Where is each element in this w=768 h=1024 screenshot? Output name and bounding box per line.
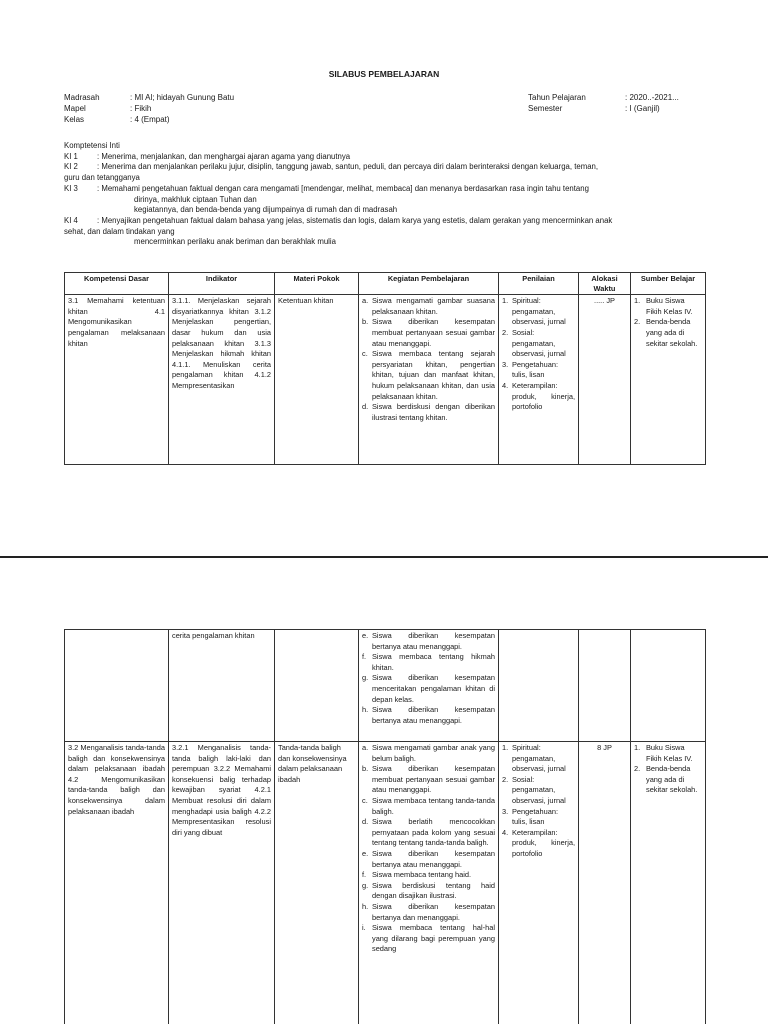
list-item bbox=[502, 743, 575, 775]
list-text: Siswa diberikan kesempatan bertanya atau menanggapi. bbox=[372, 705, 495, 725]
list-item bbox=[362, 317, 495, 349]
cell-sumber bbox=[631, 742, 706, 1024]
list-item bbox=[502, 328, 575, 360]
cell-list bbox=[634, 296, 702, 349]
list-marker: f. bbox=[362, 870, 367, 880]
ki-line bbox=[64, 205, 712, 216]
ki-code bbox=[64, 237, 97, 248]
list-item bbox=[362, 817, 495, 849]
list-text: Sosial: pengamatan, observasi, jurnal bbox=[512, 327, 566, 359]
header-value: : 2020..-2021... bbox=[625, 93, 679, 102]
cell-alokasi: 8 JP bbox=[579, 742, 631, 1024]
header-row bbox=[64, 103, 234, 114]
ki-line bbox=[64, 227, 712, 238]
list-text: Siswa diberikan kesempatan bertanya atau menanggapi. bbox=[372, 631, 495, 651]
list-marker: h. bbox=[362, 705, 369, 715]
header-label: Madrasah bbox=[64, 93, 100, 102]
list-item bbox=[362, 402, 495, 423]
list-marker: 1. bbox=[502, 743, 509, 752]
ki-text: : Menerima, menjalankan, dan menghargai ajaran agama yang dianutnya bbox=[97, 151, 351, 161]
th-penilaian: Penilaian bbox=[499, 273, 579, 295]
list-item bbox=[634, 317, 702, 349]
syllabus-table-2 bbox=[64, 629, 706, 1024]
list-marker: 1. bbox=[502, 296, 509, 306]
list-marker: b. bbox=[362, 317, 369, 327]
ki-text: : Menyajikan pengetahuan faktual dalam bahasa yang jelas, sistematis dan logis, dalam karya yang estetis, dalam gerakan yang mencerminkan anak bbox=[97, 215, 613, 225]
cell-indikator: cerita pengalaman khitan bbox=[169, 630, 275, 742]
list-marker: 2. bbox=[634, 764, 641, 774]
list-text: Siswa membaca tentang hal-hal yang dilarang bagi perempuan yang sedang bbox=[372, 923, 495, 954]
cell-kegiatan bbox=[359, 742, 499, 1024]
table-row bbox=[65, 630, 706, 742]
th-kompetensi-dasar: Kompetensi Dasar bbox=[65, 273, 169, 295]
list-text: Keterampilan: produk, kinerja, portofolio bbox=[512, 380, 575, 412]
document-title: SILABUS PEMBELAJARAN bbox=[328, 69, 440, 79]
table-row bbox=[65, 295, 706, 465]
cell-penilaian bbox=[499, 630, 579, 742]
document-page-2 bbox=[0, 562, 768, 1024]
ki-line bbox=[64, 152, 712, 163]
list-text: Spiritual: pengamatan, observasi, jurnal bbox=[512, 296, 566, 327]
list-marker: 2. bbox=[502, 774, 509, 784]
ki-list bbox=[64, 152, 712, 248]
th-indikator: Indikator bbox=[169, 273, 275, 295]
header-right bbox=[528, 92, 679, 114]
ki-code bbox=[64, 205, 97, 216]
cell-list bbox=[502, 296, 575, 413]
cell-sumber bbox=[631, 295, 706, 465]
cell-penilaian bbox=[499, 742, 579, 1024]
ki-text: mencerminkan perilaku anak beriman dan berakhlak mulia bbox=[134, 237, 336, 247]
list-text: Siswa diberikan kesempatan membuat pertanyaan sesuai gambar atau menanggapi. bbox=[372, 317, 495, 348]
list-item bbox=[502, 296, 575, 328]
list-marker: 4. bbox=[502, 380, 509, 390]
list-item bbox=[362, 923, 495, 955]
list-text: Benda-benda yang ada di sekitar sekolah. bbox=[646, 764, 698, 795]
cell-alokasi bbox=[579, 630, 631, 742]
list-marker: d. bbox=[362, 402, 369, 412]
syllabus-table-1 bbox=[64, 272, 706, 465]
header-label: Kelas bbox=[64, 115, 85, 124]
list-text: Pengetahuan: tulis, lisan bbox=[512, 806, 559, 827]
ki-line bbox=[64, 195, 712, 206]
ki-title: Komptetensi Inti bbox=[64, 141, 120, 150]
list-item bbox=[634, 743, 702, 764]
cell-list bbox=[362, 743, 495, 955]
list-item bbox=[362, 631, 495, 652]
list-text: Siswa diberikan kesempatan menceritakan pengalaman khitan di depan kelas. bbox=[372, 673, 495, 704]
ki-text: : Menerima dan menjalankan perilaku jujur, disiplin, tanggung jawab, santun, peduli, dan percaya diri dalam berinteraksi dengan keluarga, teman, bbox=[97, 162, 599, 172]
list-item bbox=[502, 360, 575, 381]
cell-list bbox=[502, 743, 575, 860]
list-text: Siswa diberikan kesempatan bertanya atau menanggapi. bbox=[372, 848, 495, 869]
list-item bbox=[362, 705, 495, 726]
list-marker: c. bbox=[362, 795, 368, 805]
cell-penilaian bbox=[499, 295, 579, 465]
list-text: Siswa membaca tentang tanda-tanda baligh. bbox=[372, 795, 495, 816]
list-text: Siswa mengamati gambar suasana pelaksanaan khitan. bbox=[372, 296, 495, 316]
cell-indikator: 3.1.1. Menjelaskan sejarah disyariatkannya khitan 3.1.2 Menjelaskan pengertian, dasar hukum dan usia pelaksanaan khitan 3.1.3 Menjelaskan hikmah khitan 4.1.1. Menuliskan cerita pengalaman khitan 4.1.2 Mempresentasikan bbox=[169, 295, 275, 465]
list-text: Siswa berdiskusi tentang haid dengan disajikan ilustrasi. bbox=[372, 880, 495, 901]
table-row bbox=[65, 742, 706, 1024]
cell-alokasi: ..... JP bbox=[579, 295, 631, 465]
cell-kd: 3.1 Memahami ketentuan khitan 4.1 Mengomunikasikan pengalaman melaksanaan khitan bbox=[65, 295, 169, 465]
cell-list bbox=[362, 296, 495, 423]
header-label: Semester bbox=[528, 104, 563, 113]
ki-code: KI 1 bbox=[64, 151, 78, 161]
cell-indikator: 3.2.1 Menganalisis tanda-tanda baligh laki-laki dan perempuan 3.2.2 Memahami konsekuensi balig terhadap kewajiban syariat 4.2.1 Membuat resolusi diri dalam menghadapi usia baligh 4.2.2 Mempresentasikan resolusi diri yang dibuat bbox=[169, 742, 275, 1024]
list-item bbox=[362, 743, 495, 764]
header-value: : I (Ganjil) bbox=[625, 104, 660, 113]
list-text: Siswa membaca tentang haid. bbox=[372, 870, 472, 880]
ki-code: KI 3 bbox=[64, 183, 78, 193]
list-item bbox=[362, 796, 495, 817]
list-marker: d. bbox=[362, 817, 369, 827]
header-left bbox=[64, 92, 234, 125]
cell-kegiatan bbox=[359, 295, 499, 465]
list-marker: e. bbox=[362, 848, 369, 858]
cell-list bbox=[634, 743, 702, 796]
list-item bbox=[502, 807, 575, 828]
list-text: Siswa diberikan kesempatan membuat pertanyaan sesuai gambar atau menanggapi. bbox=[372, 764, 495, 795]
list-marker: i. bbox=[362, 923, 366, 933]
list-text: Keterampilan: produk, kinerja, portofolio bbox=[512, 827, 575, 858]
list-marker: f. bbox=[362, 652, 367, 662]
cell-materi: Ketentuan khitan bbox=[275, 295, 359, 465]
cell-kegiatan bbox=[359, 630, 499, 742]
ki-code bbox=[64, 195, 97, 206]
ki-text: kegiatannya, dan benda-benda yang dijumpainya di rumah dan di madrasah bbox=[134, 205, 398, 215]
list-item bbox=[362, 764, 495, 796]
ki-text: sehat, dan dalam tindakan yang bbox=[64, 226, 175, 236]
list-text: Siswa mengamati gambar anak yang belum baligh. bbox=[372, 743, 495, 763]
list-marker: b. bbox=[362, 764, 369, 774]
list-item bbox=[362, 349, 495, 402]
cell-list bbox=[362, 631, 495, 726]
list-item bbox=[362, 870, 495, 881]
list-text: Siswa membaca tentang hikmah khitan. bbox=[372, 652, 495, 672]
list-text: Spiritual: pengamatan, observasi, jurnal bbox=[512, 743, 566, 774]
list-text: Sosial: pengamatan, observasi, jurnal bbox=[512, 774, 566, 805]
list-item bbox=[502, 775, 575, 807]
list-marker: a. bbox=[362, 743, 369, 752]
th-materi-pokok: Materi Pokok bbox=[275, 273, 359, 295]
list-marker: 2. bbox=[502, 327, 509, 337]
ki-code: KI 4 bbox=[64, 215, 78, 225]
list-marker: 1. bbox=[634, 743, 641, 752]
page-divider bbox=[0, 556, 768, 558]
list-item bbox=[362, 296, 495, 317]
cell-kd: 3.2 Menganalisis tanda-tanda baligh dan konsekwensinya dalam pelaksanaan ibadah 4.2 Mengomunikasikan tanda-tanda baligh dan konsekwensinya dalam pelaksanaan ibadah bbox=[65, 742, 169, 1024]
header-value: : 4 (Empat) bbox=[130, 115, 170, 124]
header-row bbox=[64, 114, 234, 125]
kompetensi-inti bbox=[64, 141, 712, 248]
ki-line bbox=[64, 162, 712, 173]
header-value: : Fikih bbox=[130, 104, 152, 113]
list-text: Siswa berlatih mencocokkan pernyataan pada kolom yang sesuai tentang tentang tanda-tanda baligh. bbox=[372, 817, 495, 848]
list-item bbox=[362, 849, 495, 870]
ki-text: : Memahami pengetahuan faktual dengan cara mengamati [mendengar, melihat, membaca] dan menanya berdasarkan rasa ingin tahu tentang bbox=[97, 183, 589, 193]
list-marker: 2. bbox=[634, 317, 641, 327]
header-label: Tahun Pelajaran bbox=[528, 93, 586, 102]
list-item bbox=[362, 902, 495, 923]
list-item bbox=[362, 652, 495, 673]
cell-materi: Tanda-tanda baligh dan konsekwensinya dalam pelaksanaan ibadah bbox=[275, 742, 359, 1024]
list-text: Siswa membaca tentang sejarah persyariatan khitan, pengertian khitan, tujuan dan manfaat khitan, hukum pelaksanaan khitan, dan usia pelaksanaan khitan. bbox=[372, 349, 495, 401]
list-text: Buku Siswa Fikih Kelas IV. bbox=[646, 296, 693, 316]
list-item bbox=[362, 881, 495, 902]
list-text: Buku Siswa Fikih Kelas IV. bbox=[646, 743, 693, 763]
list-marker: h. bbox=[362, 901, 369, 911]
cell-materi bbox=[275, 630, 359, 742]
th-alokasi: Alokasi Waktu bbox=[579, 273, 631, 295]
list-text: Siswa berdiskusi dengan diberikan ilustrasi tentang khitan. bbox=[372, 402, 495, 422]
th-kegiatan: Kegiatan Pembelajaran bbox=[359, 273, 499, 295]
list-marker: g. bbox=[362, 673, 369, 683]
ki-line bbox=[64, 216, 712, 227]
table-header-row bbox=[65, 273, 706, 295]
list-marker: 3. bbox=[502, 359, 509, 369]
list-item bbox=[502, 828, 575, 860]
header-row bbox=[528, 103, 679, 114]
list-marker: 4. bbox=[502, 827, 509, 837]
ki-line bbox=[64, 237, 712, 248]
list-marker: 3. bbox=[502, 806, 509, 816]
list-item bbox=[634, 296, 702, 317]
ki-line bbox=[64, 173, 712, 184]
th-sumber: Sumber Belajar bbox=[631, 273, 706, 295]
list-marker: g. bbox=[362, 880, 369, 890]
ki-text: guru dan tetangganya bbox=[64, 173, 140, 183]
ki-code: KI 2 bbox=[64, 162, 78, 172]
list-item bbox=[362, 673, 495, 705]
list-text: Pengetahuan: tulis, lisan bbox=[512, 359, 559, 380]
list-item bbox=[634, 764, 702, 796]
header-label: Mapel bbox=[64, 104, 86, 113]
ki-line bbox=[64, 184, 712, 195]
list-marker: a. bbox=[362, 296, 369, 306]
header-value: : MI Al; hidayah Gunung Batu bbox=[130, 93, 235, 102]
ki-text: dirinya, makhluk ciptaan Tuhan dan bbox=[134, 194, 257, 204]
header-row bbox=[528, 92, 679, 103]
list-marker: e. bbox=[362, 631, 369, 640]
list-marker: 1. bbox=[634, 296, 641, 306]
list-item bbox=[502, 381, 575, 413]
cell-sumber bbox=[631, 630, 706, 742]
cell-kd bbox=[65, 630, 169, 742]
list-marker: c. bbox=[362, 349, 368, 359]
list-text: Siswa diberikan kesempatan bertanya dan menanggapi. bbox=[372, 901, 495, 922]
header-row bbox=[64, 92, 234, 103]
list-text: Benda-benda yang ada di sekitar sekolah. bbox=[646, 317, 698, 348]
